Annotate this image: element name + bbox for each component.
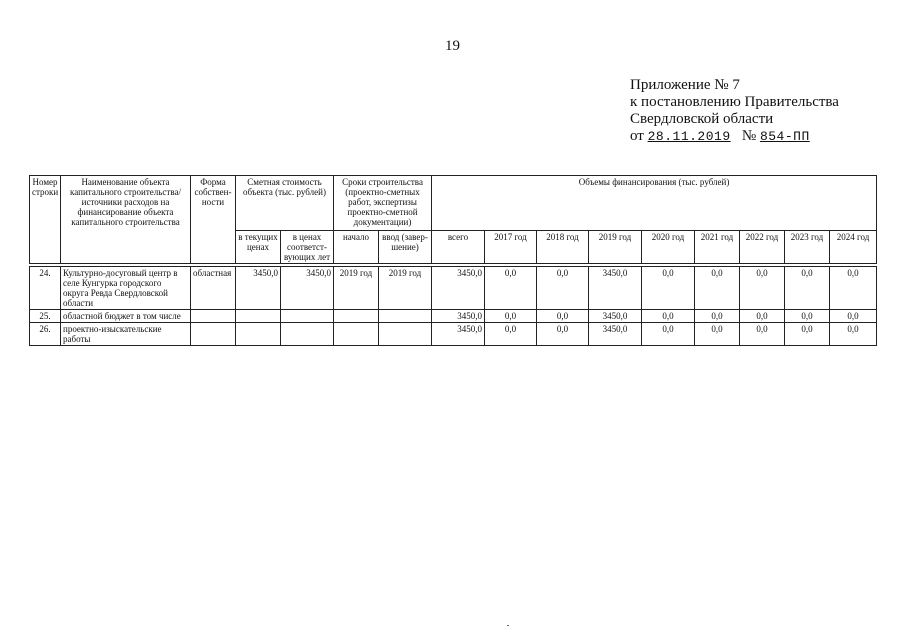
header-year: 2017 год <box>485 231 537 264</box>
row-value: 0,0 <box>642 267 695 310</box>
decree-number: 854-ПП <box>759 129 810 144</box>
number-label: № <box>741 128 757 144</box>
scan-speck <box>507 625 509 626</box>
row-value: 0,0 <box>740 323 785 346</box>
row-value: 0,0 <box>830 323 877 346</box>
header-terms: Сроки строительства (проектно-сметных работ, экспертизы проектно-сметной документации) <box>334 176 432 231</box>
row-total: 3450,0 <box>432 323 485 346</box>
table-row <box>30 310 877 323</box>
row-number: 24. <box>30 267 61 310</box>
header-year: 2023 год <box>785 231 830 264</box>
row-value: 0,0 <box>695 267 740 310</box>
row-ownership: областная <box>191 267 236 310</box>
row-value: 0,0 <box>740 310 785 323</box>
row-value: 3450,0 <box>589 323 642 346</box>
row-total: 3450,0 <box>432 310 485 323</box>
row-value: 0,0 <box>785 310 830 323</box>
row-name: областной бюджет в том числе <box>61 310 191 323</box>
row-value: 0,0 <box>695 323 740 346</box>
row-number: 25. <box>30 310 61 323</box>
header-object-name: Наименование объекта капитального строительства/ источники расходов на финансирование объекта капитального строительства <box>61 176 191 264</box>
appendix-line-3: Свердловской области <box>630 111 774 127</box>
row-value: 3450,0 <box>589 267 642 310</box>
header-terms-start: начало <box>334 231 379 264</box>
row-ownership <box>191 323 236 346</box>
row-value: 0,0 <box>485 267 537 310</box>
table-row <box>30 323 877 346</box>
row-start: 2019 год <box>334 267 379 310</box>
row-estimate-current: 3450,0 <box>236 267 281 310</box>
header-year: 2021 год <box>695 231 740 264</box>
row-name: проектно-изыскательские работы <box>61 323 191 346</box>
row-end <box>379 310 432 323</box>
row-end <box>379 323 432 346</box>
row-value: 0,0 <box>830 310 877 323</box>
row-value: 0,0 <box>485 323 537 346</box>
header-year: 2018 год <box>537 231 589 264</box>
row-value: 0,0 <box>830 267 877 310</box>
header-year: 2020 год <box>642 231 695 264</box>
header-estimate-years: в ценах соответст-вующих лет <box>281 231 334 264</box>
appendix-line-2: к постановлению Правительства <box>630 94 839 110</box>
row-start <box>334 310 379 323</box>
row-value: 0,0 <box>785 267 830 310</box>
funding-table <box>29 175 877 346</box>
header-total: всего <box>432 231 485 264</box>
header-row-number: Номер строки <box>30 176 61 264</box>
row-value: 0,0 <box>642 323 695 346</box>
header-terms-end: ввод (завер-шение) <box>379 231 432 264</box>
decree-date: 28.11.2019 <box>647 129 731 144</box>
row-estimate-years: 3450,0 <box>281 267 334 310</box>
row-end: 2019 год <box>379 267 432 310</box>
row-value: 0,0 <box>642 310 695 323</box>
row-value: 0,0 <box>695 310 740 323</box>
header-funding: Объемы финансирования (тыс. рублей) <box>432 176 877 231</box>
row-value: 0,0 <box>537 323 589 346</box>
row-value: 0,0 <box>537 267 589 310</box>
row-value: 3450,0 <box>589 310 642 323</box>
row-estimate-years <box>281 310 334 323</box>
row-value: 0,0 <box>485 310 537 323</box>
row-ownership <box>191 310 236 323</box>
header-estimate: Сметная стоимость объекта (тыс. рублей) <box>236 176 334 231</box>
row-estimate-years <box>281 323 334 346</box>
row-total: 3450,0 <box>432 267 485 310</box>
header-year: 2022 год <box>740 231 785 264</box>
header-year: 2024 год <box>830 231 877 264</box>
from-label: от <box>630 128 644 144</box>
page-number: 19 <box>445 38 460 54</box>
header-year: 2019 год <box>589 231 642 264</box>
row-value: 0,0 <box>537 310 589 323</box>
header-ownership: Форма собствен-ности <box>191 176 236 264</box>
appendix-block <box>630 77 839 145</box>
row-start <box>334 323 379 346</box>
row-estimate-current <box>236 310 281 323</box>
row-value: 0,0 <box>740 267 785 310</box>
row-name: Культурно-досуговый центр в селе Кунгурка городского округа Ревда Свердловской области <box>61 267 191 310</box>
header-estimate-current: в текущих ценах <box>236 231 281 264</box>
row-estimate-current <box>236 323 281 346</box>
row-number: 26. <box>30 323 61 346</box>
row-value: 0,0 <box>785 323 830 346</box>
appendix-date-line <box>630 128 839 145</box>
table-row <box>30 267 877 310</box>
appendix-title: Приложение № 7 <box>630 77 740 93</box>
